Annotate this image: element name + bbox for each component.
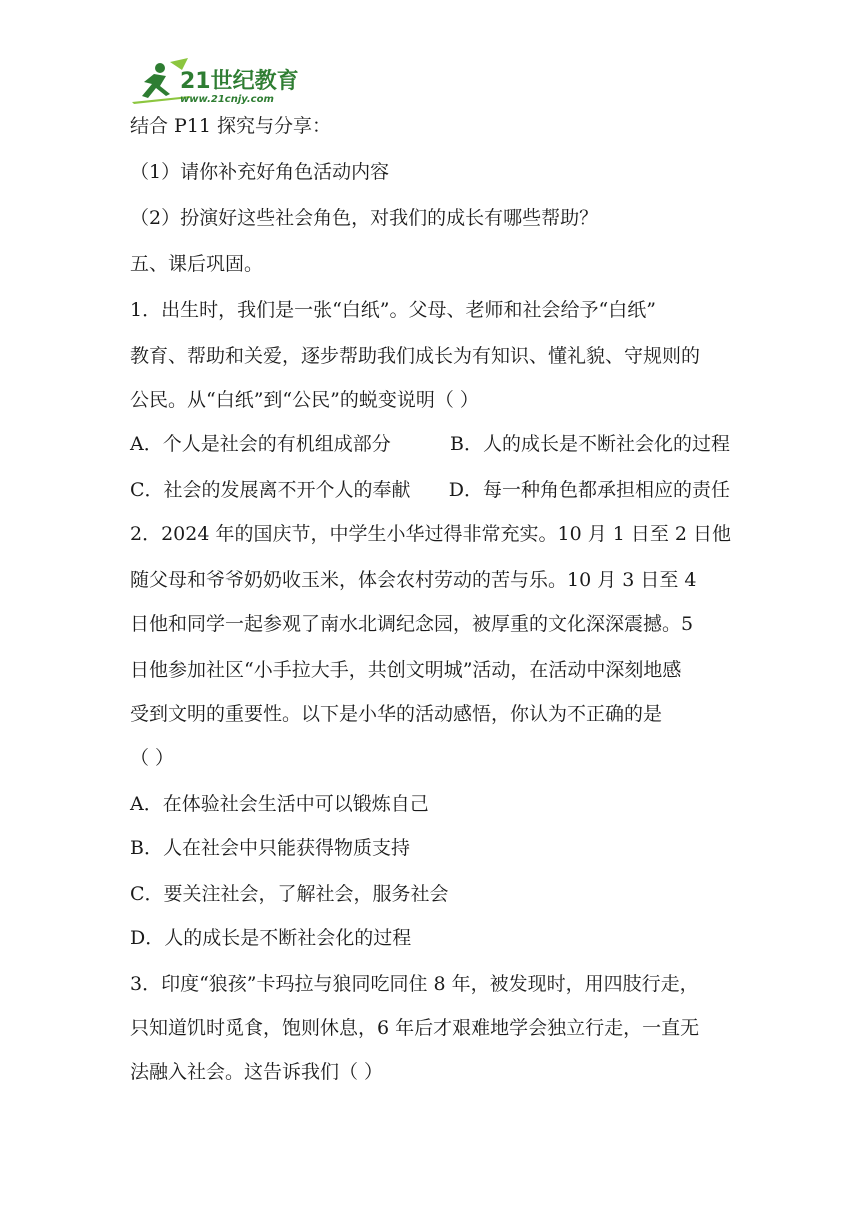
section-heading: 五、课后巩固。 bbox=[130, 253, 264, 275]
q1-option-b: B．人的成长是不断社会化的过程 bbox=[450, 433, 730, 455]
logo-url: www.21cnjy.com bbox=[180, 94, 274, 105]
q2-line1: 2．2024 年的国庆节，中学生小华过得非常充实。10 月 1 日至 2 日他 bbox=[130, 523, 732, 545]
q3-line2: 只知道饥时觅食，饱则休息，6 年后才艰难地学会独立行走，一直无 bbox=[130, 1017, 700, 1039]
q1-line3: 公民。从“白纸”到“公民”的蜕变说明（ ） bbox=[130, 389, 479, 411]
q2-blank: （ ） bbox=[130, 747, 175, 769]
q1-line1: 1．出生时，我们是一张“白纸”。父母、老师和社会给予“白纸” bbox=[130, 299, 656, 321]
q2-line5: 受到文明的重要性。以下是小华的活动感悟，你认为不正确的是 bbox=[130, 703, 663, 725]
q2-option-b: B．人在社会中只能获得物质支持 bbox=[130, 837, 410, 859]
q1-options-row1 bbox=[130, 432, 730, 456]
line-q1-sub2: （2）扮演好这些社会角色，对我们的成长有哪些帮助？ bbox=[130, 207, 599, 229]
line-intro: 结合 P11 探究与分享： bbox=[130, 115, 332, 137]
line-q1-sub1: （1）请你补充好角色活动内容 bbox=[130, 161, 390, 183]
q2-line4: 日他参加社区“小手拉大手，共创文明城”活动，在活动中深刻地感 bbox=[130, 659, 682, 681]
q1-line2: 教育、帮助和关爱，逐步帮助我们成长为有知识、懂礼貌、守规则的 bbox=[130, 345, 701, 367]
q2-option-c: C．要关注社会，了解社会，服务社会 bbox=[130, 883, 449, 905]
q1-option-c: C．社会的发展离不开个人的奉献 bbox=[130, 479, 411, 501]
q2-option-a: A．在体验社会生活中可以锻炼自己 bbox=[130, 793, 429, 815]
q2-line2: 随父母和爷爷奶奶收玉米，体会农村劳动的苦与乐。10 月 3 日至 4 bbox=[130, 569, 697, 591]
logo-text: 21世纪教育 bbox=[180, 69, 299, 94]
q1-option-d: D．每一种角色都承担相应的责任 bbox=[448, 479, 730, 501]
q3-line1: 3．印度“狼孩”卡玛拉与狼同吃同住 8 年，被发现时，用四肢行走， bbox=[130, 973, 699, 995]
q1-options-row2 bbox=[130, 478, 730, 502]
q2-line3: 日他和同学一起参观了南水北调纪念园，被厚重的文化深深震撼。5 bbox=[130, 613, 694, 635]
logo bbox=[130, 56, 300, 106]
q2-option-d: D．人的成长是不断社会化的过程 bbox=[130, 927, 412, 949]
q1-option-a: A．个人是社会的有机组成部分 bbox=[130, 433, 391, 455]
q3-line3: 法融入社会。这告诉我们（ ） bbox=[130, 1061, 384, 1083]
